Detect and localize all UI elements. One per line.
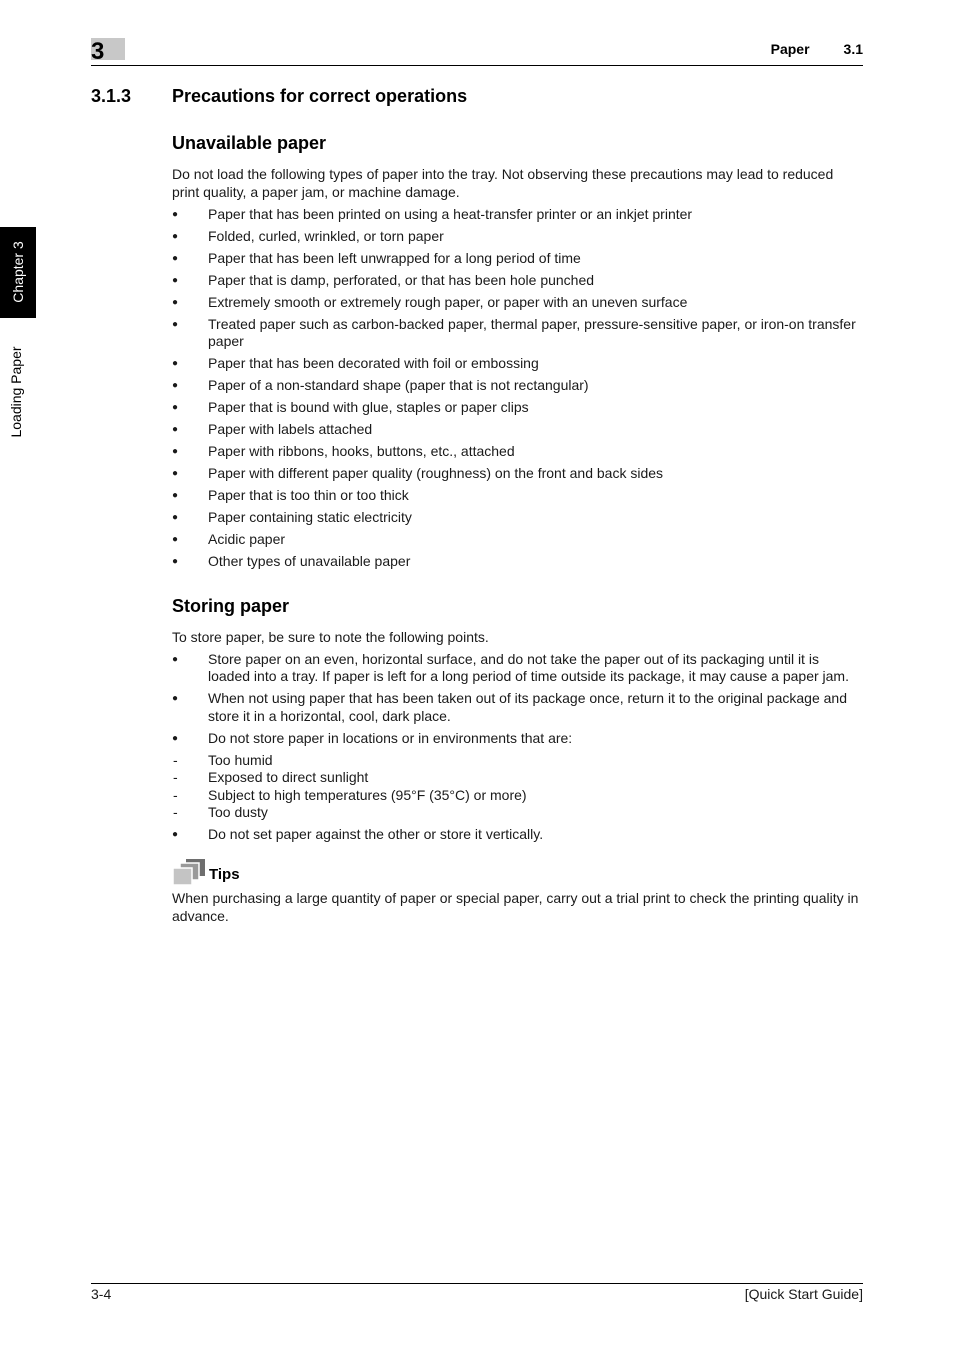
list-item: ● Paper with different paper quality (roughness) on the front and back sides xyxy=(172,465,863,483)
storing-paper-heading: Storing paper xyxy=(172,596,290,616)
unavailable-paper-list xyxy=(172,206,863,571)
list-item: ● Paper that is bound with glue, staples or paper clips xyxy=(172,399,863,417)
unavailable-paper-section xyxy=(172,133,863,571)
list-item: ● Paper with labels attached xyxy=(172,421,863,439)
sub-list-item: - Subject to high temperatures (95°F (35°C) or more) xyxy=(172,787,863,805)
tips-label: Tips xyxy=(209,866,240,883)
page-number: 3-4 xyxy=(91,1286,112,1302)
sub-list-item: - Too humid xyxy=(172,752,863,770)
list-item: ● Paper that has been left unwrapped for a long period of time xyxy=(172,250,863,268)
list-item: ● Extremely smooth or extremely rough paper, or paper with an uneven surface xyxy=(172,294,863,312)
guide-title: [Quick Start Guide] xyxy=(744,1286,863,1302)
header-section-name: Paper xyxy=(770,41,810,57)
list-item: ● Other types of unavailable paper xyxy=(172,553,863,571)
header-section-number: 3.1 xyxy=(843,41,863,57)
footer-divider xyxy=(91,1283,863,1284)
list-item: ● When not using paper that has been taken out of its package once, return it to the original package and store it in a horizontal, cool, dark place. xyxy=(172,690,863,725)
tips-text: When purchasing a large quantity of paper or special paper, carry out a trial print to check the printing quality in advance. xyxy=(172,890,859,924)
list-item: ● Do not store paper in locations or in environments that are: xyxy=(172,730,863,748)
unavailable-paper-intro: Do not load the following types of paper into the tray. Not observing these precautions may lead to reduced print quality, a paper jam, or machine damage. xyxy=(172,166,834,200)
list-item: ● Paper that has been printed on using a heat-transfer printer or an inkjet printer xyxy=(172,206,863,224)
list-item: ● Paper that is damp, perforated, or that has been hole punched xyxy=(172,272,863,290)
storing-paper-list xyxy=(172,651,863,844)
list-item: ● Acidic paper xyxy=(172,531,863,549)
running-header xyxy=(771,41,863,57)
section-title: Precautions for correct operations xyxy=(172,86,468,106)
tips-pages-icon xyxy=(172,858,206,888)
chapter-number: 3 xyxy=(91,38,105,65)
side-chapter-title: Loading Paper xyxy=(8,346,24,438)
list-item: ● Store paper on an even, horizontal surface, and do not take the paper out of its packaging until it is loaded into a tray. If paper is left for a long period of time outside its package, it may cause a paper jam. xyxy=(172,651,863,686)
section-number: 3.1.3 xyxy=(91,86,132,106)
header-divider xyxy=(91,65,863,66)
side-tab-chapter-label: Chapter 3 xyxy=(10,241,26,303)
list-item: ● Paper of a non-standard shape (paper that is not rectangular) xyxy=(172,377,863,395)
list-item: ● Paper with ribbons, hooks, buttons, etc., attached xyxy=(172,443,863,461)
list-item: ● Paper containing static electricity xyxy=(172,509,863,527)
list-item: ● Treated paper such as carbon-backed paper, thermal paper, pressure-sensitive paper, or iron-on transfer paper xyxy=(172,316,863,351)
list-item: ● Paper that has been decorated with foil or embossing xyxy=(172,355,863,373)
storing-paper-section xyxy=(172,596,863,844)
storing-paper-intro: To store paper, be sure to note the following points. xyxy=(172,629,489,645)
sub-list-item: - Exposed to direct sunlight xyxy=(172,769,863,787)
list-item: ● Paper that is too thin or too thick xyxy=(172,487,863,505)
tips-body xyxy=(172,889,863,925)
unavailable-paper-heading: Unavailable paper xyxy=(172,133,327,153)
sub-list-item: - Too dusty xyxy=(172,804,863,822)
list-item: ● Folded, curled, wrinkled, or torn paper xyxy=(172,228,863,246)
list-item: ● Do not set paper against the other or store it vertically. xyxy=(172,826,863,844)
